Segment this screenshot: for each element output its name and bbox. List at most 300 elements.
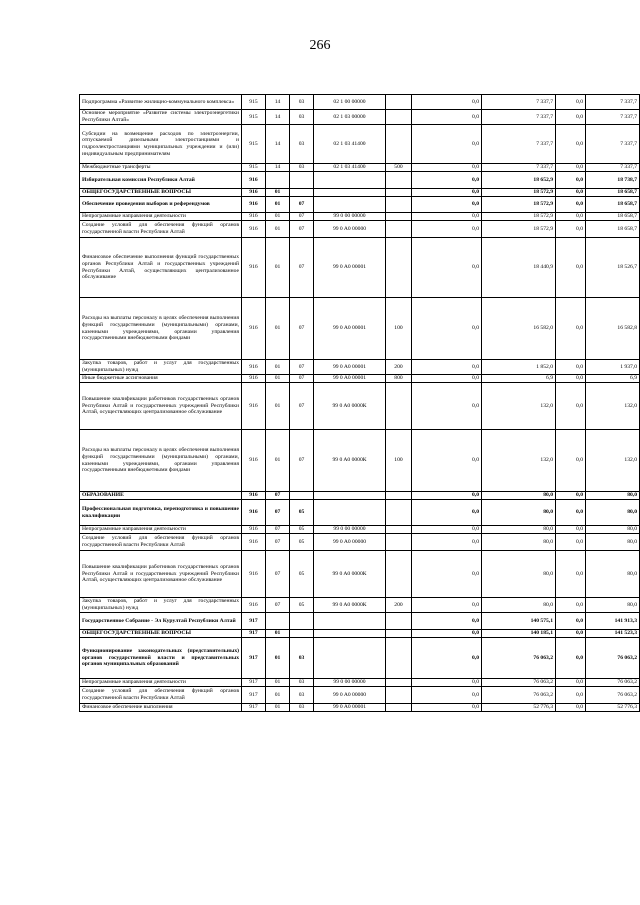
row-amount-4: 7 337,7 (586, 164, 640, 172)
row-amount-3: 0,0 (556, 500, 586, 526)
table-row (80, 500, 640, 526)
row-section-code: 01 (266, 430, 290, 492)
row-amount-3: 0,0 (556, 125, 586, 164)
row-ministry-code: 916 (242, 197, 266, 213)
row-section-code: 01 (266, 383, 290, 430)
row-amount-3: 0,0 (556, 551, 586, 598)
row-amount-3: 0,0 (556, 704, 586, 712)
row-amount-3: 0,0 (556, 613, 586, 630)
row-target-article (314, 500, 386, 526)
row-section-code: 01 (266, 679, 290, 687)
row-amount-2: 76 063,2 (482, 687, 556, 704)
row-name: Создание условий для обеспечения функций органов государственной власти Республики Алтай (80, 221, 242, 238)
table-row (80, 679, 640, 687)
row-name: Повышение квалификации работников государственных органов Республики Алтай и государственных учреждений Республики Алтай, осуществляющих централизованное обслуживание (80, 383, 242, 430)
row-subsection-code: 05 (290, 598, 314, 613)
row-amount-1: 0,0 (412, 704, 482, 712)
row-amount-3: 0,0 (556, 526, 586, 534)
row-amount-4: 80,0 (586, 500, 640, 526)
row-name: Создание условий для обеспечения функций органов государственной власти Республики Алтай (80, 687, 242, 704)
row-ministry-code: 917 (242, 687, 266, 704)
row-expense-type (386, 613, 412, 630)
row-expense-type (386, 534, 412, 551)
row-amount-4: 141 523,3 (586, 630, 640, 638)
row-ministry-code: 916 (242, 172, 266, 189)
row-expense-type (386, 238, 412, 298)
row-amount-4: 18 658,7 (586, 189, 640, 197)
row-amount-3: 0,0 (556, 298, 586, 360)
row-expense-type: 200 (386, 360, 412, 375)
row-ministry-code: 916 (242, 189, 266, 197)
row-amount-3: 0,0 (556, 164, 586, 172)
row-subsection-code (290, 613, 314, 630)
row-amount-3: 0,0 (556, 197, 586, 213)
row-target-article (314, 197, 386, 213)
row-subsection-code: 07 (290, 298, 314, 360)
row-ministry-code: 917 (242, 679, 266, 687)
row-amount-3: 0,0 (556, 95, 586, 110)
row-target-article: 99 0 A0 00001 (314, 360, 386, 375)
row-name: Расходы на выплаты персоналу в целях обеспечения выполнения функций государственными (муниципальными) органами, казенными учреждениями, органами управления государственными внебюджетными фондами (80, 430, 242, 492)
row-subsection-code: 07 (290, 238, 314, 298)
row-amount-3: 0,0 (556, 598, 586, 613)
row-amount-4: 7 337,7 (586, 95, 640, 110)
row-amount-4: 80,0 (586, 534, 640, 551)
row-expense-type (386, 704, 412, 712)
row-ministry-code: 916 (242, 221, 266, 238)
row-ministry-code: 915 (242, 95, 266, 110)
row-expense-type: 200 (386, 598, 412, 613)
row-expense-type: 100 (386, 430, 412, 492)
row-subsection-code: 07 (290, 383, 314, 430)
row-section-code: 01 (266, 360, 290, 375)
row-ministry-code: 916 (242, 298, 266, 360)
row-section-code: 01 (266, 298, 290, 360)
row-target-article (314, 613, 386, 630)
table-row (80, 638, 640, 679)
row-amount-4: 80,0 (586, 551, 640, 598)
row-subsection-code: 03 (290, 638, 314, 679)
row-subsection-code (290, 172, 314, 189)
row-expense-type (386, 221, 412, 238)
row-amount-2: 80,0 (482, 534, 556, 551)
table-row (80, 213, 640, 221)
row-amount-3: 0,0 (556, 172, 586, 189)
row-target-article (314, 189, 386, 197)
table-row (80, 704, 640, 712)
row-amount-4: 141 913,3 (586, 613, 640, 630)
row-target-article: 99 0 A0 00000 (314, 534, 386, 551)
row-amount-1: 0,0 (412, 238, 482, 298)
row-amount-2: 1 852,0 (482, 360, 556, 375)
row-amount-2: 80,0 (482, 598, 556, 613)
row-amount-3: 0,0 (556, 110, 586, 125)
row-ministry-code: 916 (242, 360, 266, 375)
row-ministry-code: 916 (242, 238, 266, 298)
row-expense-type (386, 172, 412, 189)
row-name: ОБЩЕГОСУДАРСТВЕННЫЕ ВОПРОСЫ (80, 189, 242, 197)
row-expense-type: 800 (386, 375, 412, 383)
row-expense-type (386, 526, 412, 534)
row-amount-4: 76 063,2 (586, 679, 640, 687)
row-amount-4: 18 658,7 (586, 197, 640, 213)
row-ministry-code: 916 (242, 375, 266, 383)
row-amount-4: 76 063,2 (586, 687, 640, 704)
row-subsection-code: 05 (290, 534, 314, 551)
table-row (80, 526, 640, 534)
table-row (80, 383, 640, 430)
row-name: Создание условий для обеспечения функций органов государственной власти Республики Алтай (80, 534, 242, 551)
row-expense-type (386, 95, 412, 110)
row-amount-4: 18 526,7 (586, 238, 640, 298)
row-amount-4: 80,0 (586, 526, 640, 534)
row-section-code: 07 (266, 534, 290, 551)
row-amount-1: 0,0 (412, 375, 482, 383)
row-ministry-code: 916 (242, 430, 266, 492)
row-ministry-code: 917 (242, 613, 266, 630)
row-amount-4: 132,0 (586, 383, 640, 430)
row-amount-1: 0,0 (412, 125, 482, 164)
row-amount-1: 0,0 (412, 430, 482, 492)
row-name: Обеспечение проведения выборов и референдумов (80, 197, 242, 213)
budget-table (79, 94, 640, 712)
row-expense-type (386, 492, 412, 500)
row-expense-type (386, 630, 412, 638)
row-expense-type: 100 (386, 298, 412, 360)
row-ministry-code: 917 (242, 630, 266, 638)
row-target-article: 99 0 A0 00001 (314, 238, 386, 298)
row-amount-4: 6,9 (586, 375, 640, 383)
row-section-code: 01 (266, 238, 290, 298)
row-section-code: 07 (266, 492, 290, 500)
table-row (80, 172, 640, 189)
row-ministry-code: 917 (242, 638, 266, 679)
row-subsection-code: 07 (290, 430, 314, 492)
row-name: Финансовое обеспечение выполнения функций государственных органов Республики Алтай и государственных учреждений Республики Алтай, осуществляющих централизованное обслуживание (80, 238, 242, 298)
row-amount-2: 80,0 (482, 492, 556, 500)
row-amount-2: 7 337,7 (482, 125, 556, 164)
row-ministry-code: 916 (242, 534, 266, 551)
table-row (80, 360, 640, 375)
row-section-code: 07 (266, 500, 290, 526)
table-row (80, 492, 640, 500)
row-amount-1: 0,0 (412, 630, 482, 638)
row-name: ОБРАЗОВАНИЕ (80, 492, 242, 500)
row-expense-type (386, 679, 412, 687)
row-subsection-code (290, 189, 314, 197)
row-section-code: 14 (266, 164, 290, 172)
row-name: Функционирование законодательных (представительных) органов государственной власти и представительных органов муниципальных образований (80, 638, 242, 679)
table-row (80, 430, 640, 492)
row-amount-3: 0,0 (556, 360, 586, 375)
table-row (80, 630, 640, 638)
row-target-article: 02 1 00 00000 (314, 95, 386, 110)
row-section-code: 01 (266, 213, 290, 221)
row-amount-2: 18 572,9 (482, 213, 556, 221)
row-amount-4: 76 063,2 (586, 638, 640, 679)
row-name: Повышение квалификации работников государственных органов Республики Алтай и государственных учреждений Республики Алтай, осуществляющих централизованное обслуживание (80, 551, 242, 598)
row-amount-2: 18 572,9 (482, 189, 556, 197)
row-section-code: 01 (266, 221, 290, 238)
row-section-code: 01 (266, 630, 290, 638)
row-subsection-code: 03 (290, 704, 314, 712)
row-amount-3: 0,0 (556, 679, 586, 687)
row-target-article (314, 492, 386, 500)
row-amount-3: 0,0 (556, 630, 586, 638)
row-target-article: 99 0 A0 00001 (314, 298, 386, 360)
row-name: Избирательная комиссия Республики Алтай (80, 172, 242, 189)
row-name: Иные бюджетные ассигнования (80, 375, 242, 383)
row-target-article (314, 172, 386, 189)
row-expense-type: 500 (386, 164, 412, 172)
row-amount-2: 7 337,7 (482, 164, 556, 172)
row-ministry-code: 916 (242, 492, 266, 500)
row-name: Основное мероприятие «Развитие системы электроэнергетики Республики Алтай» (80, 110, 242, 125)
row-amount-3: 0,0 (556, 383, 586, 430)
row-name: Расходы на выплаты персоналу в целях обеспечения выполнения функций государственными (муниципальными) органами, казенными учреждениями, органами управления государственными внебюджетными фондами (80, 298, 242, 360)
row-subsection-code: 07 (290, 360, 314, 375)
row-name: Закупка товаров, работ и услуг для государственных (муниципальных) нужд (80, 360, 242, 375)
row-amount-1: 0,0 (412, 360, 482, 375)
row-amount-2: 6,9 (482, 375, 556, 383)
row-section-code: 14 (266, 110, 290, 125)
row-name: Профессиональная подготовка, переподготовка и повышение квалификации (80, 500, 242, 526)
row-amount-2: 140 575,1 (482, 613, 556, 630)
row-expense-type (386, 197, 412, 213)
row-amount-2: 52 776,3 (482, 704, 556, 712)
row-amount-2: 76 063,2 (482, 638, 556, 679)
table-row (80, 164, 640, 172)
row-amount-1: 0,0 (412, 298, 482, 360)
row-target-article: 02 1 03 41400 (314, 125, 386, 164)
page-number: 266 (309, 38, 331, 53)
row-amount-2: 80,0 (482, 551, 556, 598)
row-subsection-code: 07 (290, 375, 314, 383)
row-target-article: 99 0 A0 0000К (314, 383, 386, 430)
row-amount-3: 0,0 (556, 221, 586, 238)
row-ministry-code: 915 (242, 164, 266, 172)
row-section-code: 14 (266, 95, 290, 110)
row-amount-1: 0,0 (412, 383, 482, 430)
row-amount-4: 132,0 (586, 430, 640, 492)
row-section-code (266, 613, 290, 630)
row-name: Межбюджетные трансферты (80, 164, 242, 172)
row-subsection-code: 03 (290, 110, 314, 125)
row-name: Субсидии на возмещение расходов по электроэнергии, отпускаемой дизельными электростанциями и гидроэлектростанциями муниципальных учреждении и (или) индивидуальным предпринимателям (80, 125, 242, 164)
row-target-article: 99 0 00 00000 (314, 526, 386, 534)
row-target-article (314, 638, 386, 679)
row-amount-3: 0,0 (556, 492, 586, 500)
row-name: Непрограммные направления деятельности (80, 526, 242, 534)
row-subsection-code: 03 (290, 164, 314, 172)
row-target-article: 99 0 A0 0000К (314, 430, 386, 492)
table-row (80, 534, 640, 551)
row-ministry-code: 915 (242, 125, 266, 164)
row-name: Подпрограмма «Развитие жилищно-коммунального комплекса» (80, 95, 242, 110)
row-amount-1: 0,0 (412, 500, 482, 526)
row-amount-2: 18 572,9 (482, 197, 556, 213)
row-expense-type (386, 687, 412, 704)
row-section-code: 01 (266, 704, 290, 712)
row-amount-4: 1 937,0 (586, 360, 640, 375)
row-subsection-code: 05 (290, 500, 314, 526)
row-section-code: 07 (266, 526, 290, 534)
row-amount-3: 0,0 (556, 687, 586, 704)
table-row (80, 598, 640, 613)
row-amount-2: 132,0 (482, 430, 556, 492)
row-ministry-code: 915 (242, 110, 266, 125)
row-amount-4: 80,0 (586, 492, 640, 500)
row-subsection-code: 03 (290, 687, 314, 704)
row-name: Финансовое обеспечение выполнения (80, 704, 242, 712)
row-amount-2: 16 582,0 (482, 298, 556, 360)
row-amount-2: 80,0 (482, 500, 556, 526)
table-row (80, 551, 640, 598)
row-amount-2: 80,0 (482, 526, 556, 534)
table-row (80, 221, 640, 238)
row-amount-1: 0,0 (412, 197, 482, 213)
row-section-code (266, 172, 290, 189)
table-row (80, 110, 640, 125)
row-expense-type (386, 500, 412, 526)
table-row (80, 613, 640, 630)
row-amount-1: 0,0 (412, 598, 482, 613)
row-target-article: 99 0 A0 00000 (314, 221, 386, 238)
row-subsection-code: 07 (290, 221, 314, 238)
row-amount-1: 0,0 (412, 526, 482, 534)
row-ministry-code: 916 (242, 213, 266, 221)
row-amount-3: 0,0 (556, 534, 586, 551)
row-amount-2: 132,0 (482, 383, 556, 430)
row-amount-2: 18 652,9 (482, 172, 556, 189)
row-subsection-code: 03 (290, 95, 314, 110)
row-amount-3: 0,0 (556, 189, 586, 197)
row-amount-1: 0,0 (412, 95, 482, 110)
row-amount-3: 0,0 (556, 238, 586, 298)
row-amount-4: 7 337,7 (586, 125, 640, 164)
row-ministry-code: 916 (242, 383, 266, 430)
row-subsection-code (290, 630, 314, 638)
row-amount-1: 0,0 (412, 492, 482, 500)
row-section-code: 07 (266, 598, 290, 613)
row-amount-4: 16 582,8 (586, 298, 640, 360)
row-amount-3: 0,0 (556, 430, 586, 492)
row-expense-type (386, 551, 412, 598)
row-target-article: 02 1 03 41400 (314, 164, 386, 172)
row-expense-type (386, 638, 412, 679)
row-amount-1: 0,0 (412, 613, 482, 630)
row-subsection-code: 03 (290, 125, 314, 164)
row-amount-3: 0,0 (556, 638, 586, 679)
row-subsection-code: 03 (290, 679, 314, 687)
row-amount-4: 80,0 (586, 598, 640, 613)
row-subsection-code: 07 (290, 197, 314, 213)
budget-table-body (80, 95, 640, 712)
row-amount-4: 18 738,7 (586, 172, 640, 189)
row-target-article: 99 0 00 00000 (314, 213, 386, 221)
row-subsection-code: 05 (290, 526, 314, 534)
row-amount-1: 0,0 (412, 638, 482, 679)
row-amount-2: 140 185,1 (482, 630, 556, 638)
table-row (80, 298, 640, 360)
row-amount-1: 0,0 (412, 679, 482, 687)
row-section-code: 01 (266, 687, 290, 704)
row-amount-1: 0,0 (412, 172, 482, 189)
row-section-code: 01 (266, 189, 290, 197)
row-amount-2: 7 337,7 (482, 110, 556, 125)
row-amount-1: 0,0 (412, 551, 482, 598)
row-amount-2: 76 063,2 (482, 679, 556, 687)
row-amount-2: 7 337,7 (482, 95, 556, 110)
row-name: Государственное Собрание - Эл Курултай Республики Алтай (80, 613, 242, 630)
row-amount-1: 0,0 (412, 221, 482, 238)
row-amount-1: 0,0 (412, 687, 482, 704)
row-ministry-code: 916 (242, 551, 266, 598)
row-amount-3: 0,0 (556, 375, 586, 383)
row-target-article: 02 1 03 00000 (314, 110, 386, 125)
row-amount-4: 18 658,7 (586, 213, 640, 221)
row-amount-4: 18 658,7 (586, 221, 640, 238)
row-name: Закупка товаров, работ и услуг для государственных (муниципальных) нужд (80, 598, 242, 613)
row-section-code: 01 (266, 375, 290, 383)
row-amount-1: 0,0 (412, 534, 482, 551)
row-expense-type (386, 383, 412, 430)
row-ministry-code: 916 (242, 500, 266, 526)
table-row (80, 125, 640, 164)
row-name: Непрограммные направления деятельности (80, 213, 242, 221)
row-target-article: 99 0 00 00000 (314, 679, 386, 687)
row-target-article: 99 0 A0 00001 (314, 375, 386, 383)
row-section-code: 07 (266, 551, 290, 598)
row-expense-type (386, 125, 412, 164)
row-expense-type (386, 213, 412, 221)
row-amount-2: 18 572,9 (482, 221, 556, 238)
row-subsection-code: 07 (290, 213, 314, 221)
row-amount-1: 0,0 (412, 213, 482, 221)
table-row (80, 687, 640, 704)
row-target-article: 99 0 A0 00000 (314, 687, 386, 704)
row-amount-1: 0,0 (412, 164, 482, 172)
row-name: Непрограммные направления деятельности (80, 679, 242, 687)
row-target-article: 99 0 A0 0000К (314, 551, 386, 598)
row-subsection-code (290, 492, 314, 500)
table-row (80, 238, 640, 298)
table-row (80, 189, 640, 197)
row-expense-type (386, 189, 412, 197)
row-name: ОБЩЕГОСУДАРСТВЕННЫЕ ВОПРОСЫ (80, 630, 242, 638)
row-amount-1: 0,0 (412, 110, 482, 125)
table-row (80, 375, 640, 383)
row-amount-4: 52 776,3 (586, 704, 640, 712)
row-subsection-code: 05 (290, 551, 314, 598)
row-amount-3: 0,0 (556, 213, 586, 221)
row-section-code: 14 (266, 125, 290, 164)
row-target-article: 99 0 A0 0000К (314, 598, 386, 613)
row-section-code: 01 (266, 197, 290, 213)
row-expense-type (386, 110, 412, 125)
row-amount-1: 0,0 (412, 189, 482, 197)
row-target-article (314, 630, 386, 638)
row-section-code: 01 (266, 638, 290, 679)
table-row (80, 95, 640, 110)
row-ministry-code: 916 (242, 526, 266, 534)
row-ministry-code: 916 (242, 598, 266, 613)
row-ministry-code: 917 (242, 704, 266, 712)
table-row (80, 197, 640, 213)
row-target-article: 99 0 A0 00001 (314, 704, 386, 712)
row-amount-4: 7 337,7 (586, 110, 640, 125)
row-amount-2: 18 440,9 (482, 238, 556, 298)
